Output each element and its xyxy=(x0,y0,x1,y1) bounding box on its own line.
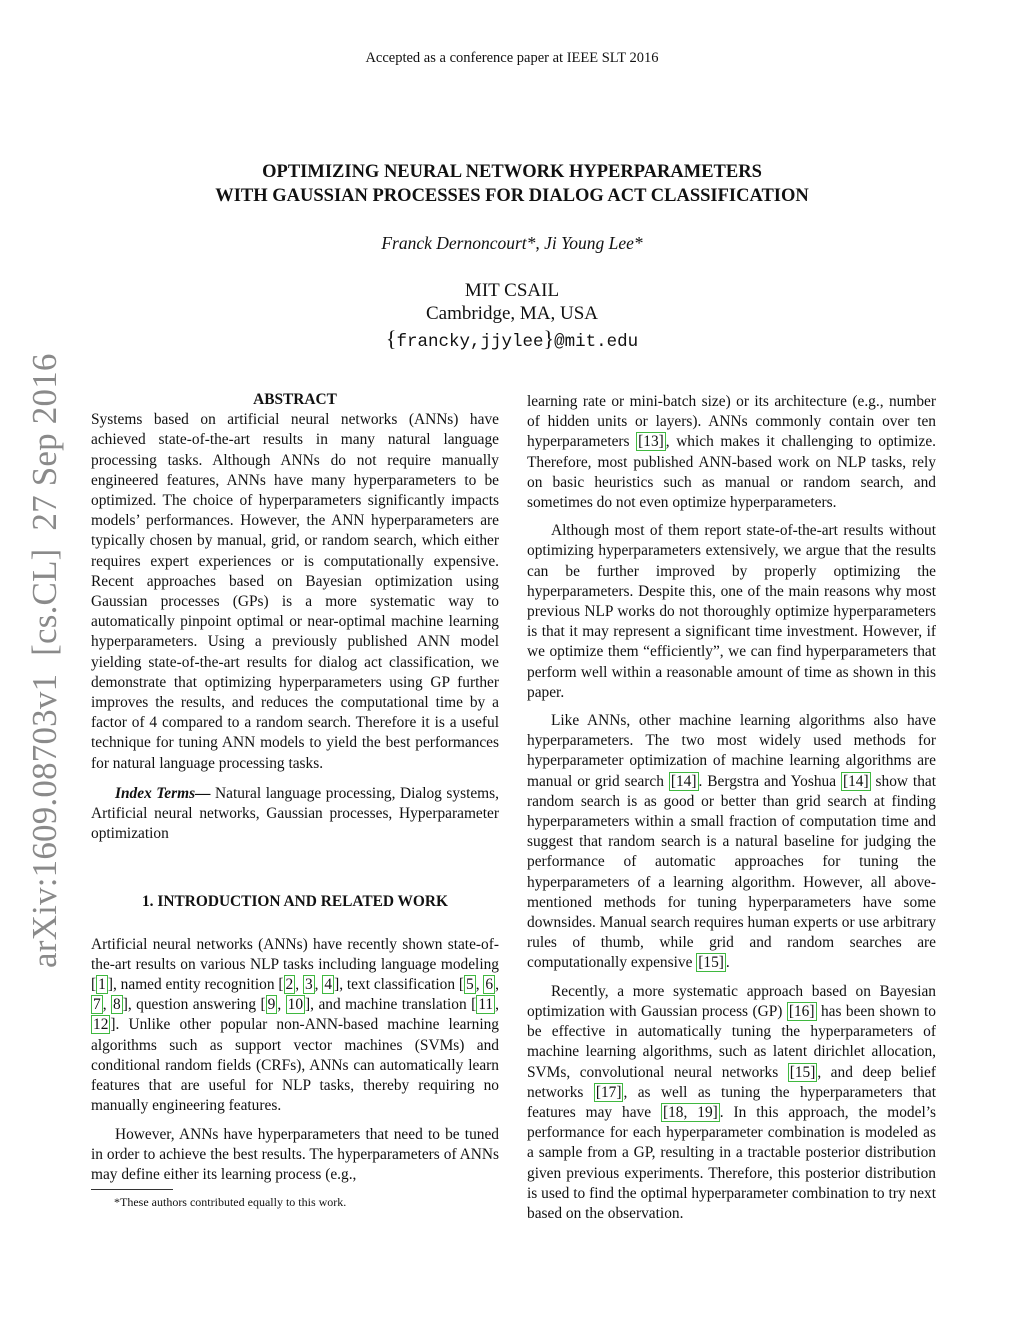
text-run: , xyxy=(475,976,484,994)
citation-link[interactable]: 6 xyxy=(485,976,494,994)
citation-link[interactable]: [16] xyxy=(788,1002,815,1020)
text-run: [ xyxy=(471,996,477,1014)
text-run: . xyxy=(725,954,730,972)
text-run: , xyxy=(495,976,499,994)
index-terms xyxy=(91,784,499,845)
intro-paragraph-3: Although most of them report state-of-the-art results without optimizing hyperparameters extensively, we argue that the results can be further improved by properly optimizing the hyperparameters. Despite this, one of the main reasons why most previous NLP works do not thoroughly optimize hyperparameters is that it may represent a significant time investment. However, if we optimize them “efficiently”, we can find hyperparameters that perform well within a reasonable amount of time as shown in this paper. xyxy=(527,522,936,701)
text-run: [ xyxy=(278,976,284,994)
text-run: Like ANNs, other machine learning algorithms also have hyperparameters. The two most widely used methods for hyperparameter optimization of machine learning algorithms are manual or grid search xyxy=(527,712,936,790)
text-run: , xyxy=(314,976,323,994)
intro-paragraph-1 xyxy=(91,935,499,1117)
text-run: , xyxy=(277,996,286,1014)
affiliation xyxy=(0,279,1024,325)
index-terms-text: Natural language processing, Dialog systems, Artificial neural networks, Gaussian processes, Hyperparameter optimization xyxy=(91,784,499,843)
citation-link[interactable]: [14] xyxy=(670,772,697,790)
text-run: Recently, a more systematic approach based on Bayesian optimization with Gaussian process (GP) xyxy=(527,982,936,1020)
text-run: ]. Unlike other popular non-ANN-based machine learning algorithms such as support vector machines (SVMs) and conditional random fields (CRFs), ANNs can automatically learn features that are useful for NLP tasks, thereby requiring no manually engineering features. xyxy=(91,1016,499,1115)
text-run: ], and machine translation xyxy=(305,996,472,1014)
citation-link[interactable]: [14] xyxy=(842,772,869,790)
citation-link[interactable]: 3 xyxy=(304,976,313,994)
text-run: show that random search is as good or better than grid search at finding hyperparameters within a small fraction of computation time and suggest that random search is a natural baseline for judging the performance of automatic approaches for tuning the hyperparameters of a learning algorithm. However, all above-mentioned methods for tuning hyperparameters have some downsides. Manual search requires human experts or use arbitrary rules of thumb, while grid and random searches are computationally expensive xyxy=(527,772,937,972)
right-column xyxy=(527,392,936,1232)
text-run: ], text classification xyxy=(334,976,459,994)
citation-link[interactable]: 7 xyxy=(93,996,101,1014)
citation-link[interactable]: 9 xyxy=(267,996,276,1014)
email-domain: @mit.edu xyxy=(554,332,639,352)
citation-link[interactable]: 4 xyxy=(324,976,333,994)
title-line-1: OPTIMIZING NEURAL NETWORK HYPERPARAMETERS xyxy=(262,162,762,182)
text-run: has been shown to be effective in automatically tuning the hyperparameters of machine learning algorithms, such as latent dirichlet allocation, SVMs, convolutional neural networks xyxy=(527,1002,936,1081)
text-run: . In this approach, the model’s performance for each hyperparameter combination is modeled as a sample from a GP, resulting in a tractable posterior distribution given previous experiments. Therefore, this posterior distribution is used to find the optimal hyperparameter combination to try next based on the observation. xyxy=(527,1103,936,1222)
affiliation-lab: MIT CSAIL xyxy=(464,280,560,301)
affiliation-location: Cambridge, MA, USA xyxy=(425,303,599,324)
intro-paragraph-2-continued xyxy=(527,392,936,513)
title-line-2: WITH GAUSSIAN PROCESSES FOR DIALOG ACT CLASSIFICATION xyxy=(215,186,809,206)
author-email xyxy=(0,326,1024,352)
arxiv-watermark: arXiv:1609.08703v1 [cs.CL] 27 Sep 2016 xyxy=(25,353,64,968)
email-brace-close: } xyxy=(543,326,555,351)
abstract-heading: ABSTRACT xyxy=(253,391,337,408)
citation-link[interactable]: [17] xyxy=(595,1083,622,1101)
text-run: ], question answering xyxy=(122,996,261,1014)
footnote: *These authors contributed equally to this work. xyxy=(114,1195,347,1209)
text-run: [ xyxy=(260,996,266,1014)
text-run: , and deep belief networks xyxy=(527,1063,936,1101)
email-brace-open: { xyxy=(385,326,397,351)
abstract-text: Systems based on artificial neural networks (ANNs) have achieved state-of-the-art results in many natural language processing tasks. Although ANNs do not require manually engineered features, ANNs have many hyperparameters to be optimized. The choice of hyperparameters significantly impacts models’ performances. However, the ANN hyperparameters are typically chosen by manual, grid, or random search, which either requires expert experiences or is computationally expensive. Recent approaches based on Bayesian optimization using Gaussian processes (GPs) is a more systematic way to automatically pinpoint optimal or near-optimal machine learning hyperparameters. Using a previously published ANN model yielding state-of-the-art results for dialog act classification, we demonstrate that optimizing hyperparameters using GP further improves the results, and reduces the computational time by a factor of 4 compared to a random search. Therefore it is a useful technique for tuning ANN models to yield the best performances for natural language processing tasks. xyxy=(91,411,499,772)
intro-paragraph-5 xyxy=(527,982,936,1224)
text-run: . Bergstra and Yoshua xyxy=(698,772,841,790)
section-1-heading: 1. INTRODUCTION AND RELATED WORK xyxy=(141,893,448,911)
authors: Franck Dernoncourt*, Ji Young Lee* xyxy=(381,233,643,253)
left-column xyxy=(91,390,499,1193)
text-run: , which makes it challenging to optimize. Therefore, most published ANN-based work on NLP tasks, rely on basic heuristics such as manual or random search, and sometimes do not even optimize hyperparameters. xyxy=(527,433,936,512)
citation-link[interactable]: [13] xyxy=(638,433,664,451)
citation-link[interactable]: 12 xyxy=(93,1016,109,1034)
footnote-divider xyxy=(91,1189,173,1190)
text-run: [ xyxy=(91,976,97,994)
text-run: Artificial neural networks (ANNs) have recently shown state-of-the-art results on various NLP tasks including language modeling xyxy=(91,935,499,973)
text-run: ], named entity recognition xyxy=(107,976,279,994)
index-terms-label: Index Terms— xyxy=(115,784,211,802)
citation-link[interactable]: 5 xyxy=(466,976,474,994)
text-run: , xyxy=(495,996,499,1014)
citation-link[interactable]: 2 xyxy=(285,976,294,994)
text-run: , as well as tuning the hyperparameters that features may have xyxy=(527,1083,936,1121)
intro-paragraph-4 xyxy=(527,711,936,974)
citation-link[interactable]: [15] xyxy=(789,1063,816,1081)
conference-header: Accepted as a conference paper at IEEE SLT 2016 xyxy=(365,50,659,66)
paper-title xyxy=(0,160,1024,208)
citation-link[interactable]: 1 xyxy=(98,976,106,994)
citation-link[interactable]: 10 xyxy=(287,996,304,1014)
text-run: [ xyxy=(458,976,465,994)
intro-paragraph-2: However, ANNs have hyperparameters that need to be tuned in order to achieve the best results. The hyperparameters of ANNs may define either its learning process (e.g., xyxy=(91,1125,499,1183)
text-run: , xyxy=(102,996,112,1014)
text-run: , xyxy=(295,976,303,994)
citation-link[interactable]: [15] xyxy=(698,954,724,972)
citation-link[interactable]: 11 xyxy=(478,996,494,1014)
citation-link[interactable]: 8 xyxy=(113,996,121,1014)
text-run: learning rate or mini-batch size) or its architecture (e.g., number of hidden units or layers). ANNs commonly contain over ten hyperparameters xyxy=(527,393,936,451)
citation-link[interactable]: [18, 19] xyxy=(662,1103,718,1121)
email-users: francky,jjylee xyxy=(396,332,544,352)
